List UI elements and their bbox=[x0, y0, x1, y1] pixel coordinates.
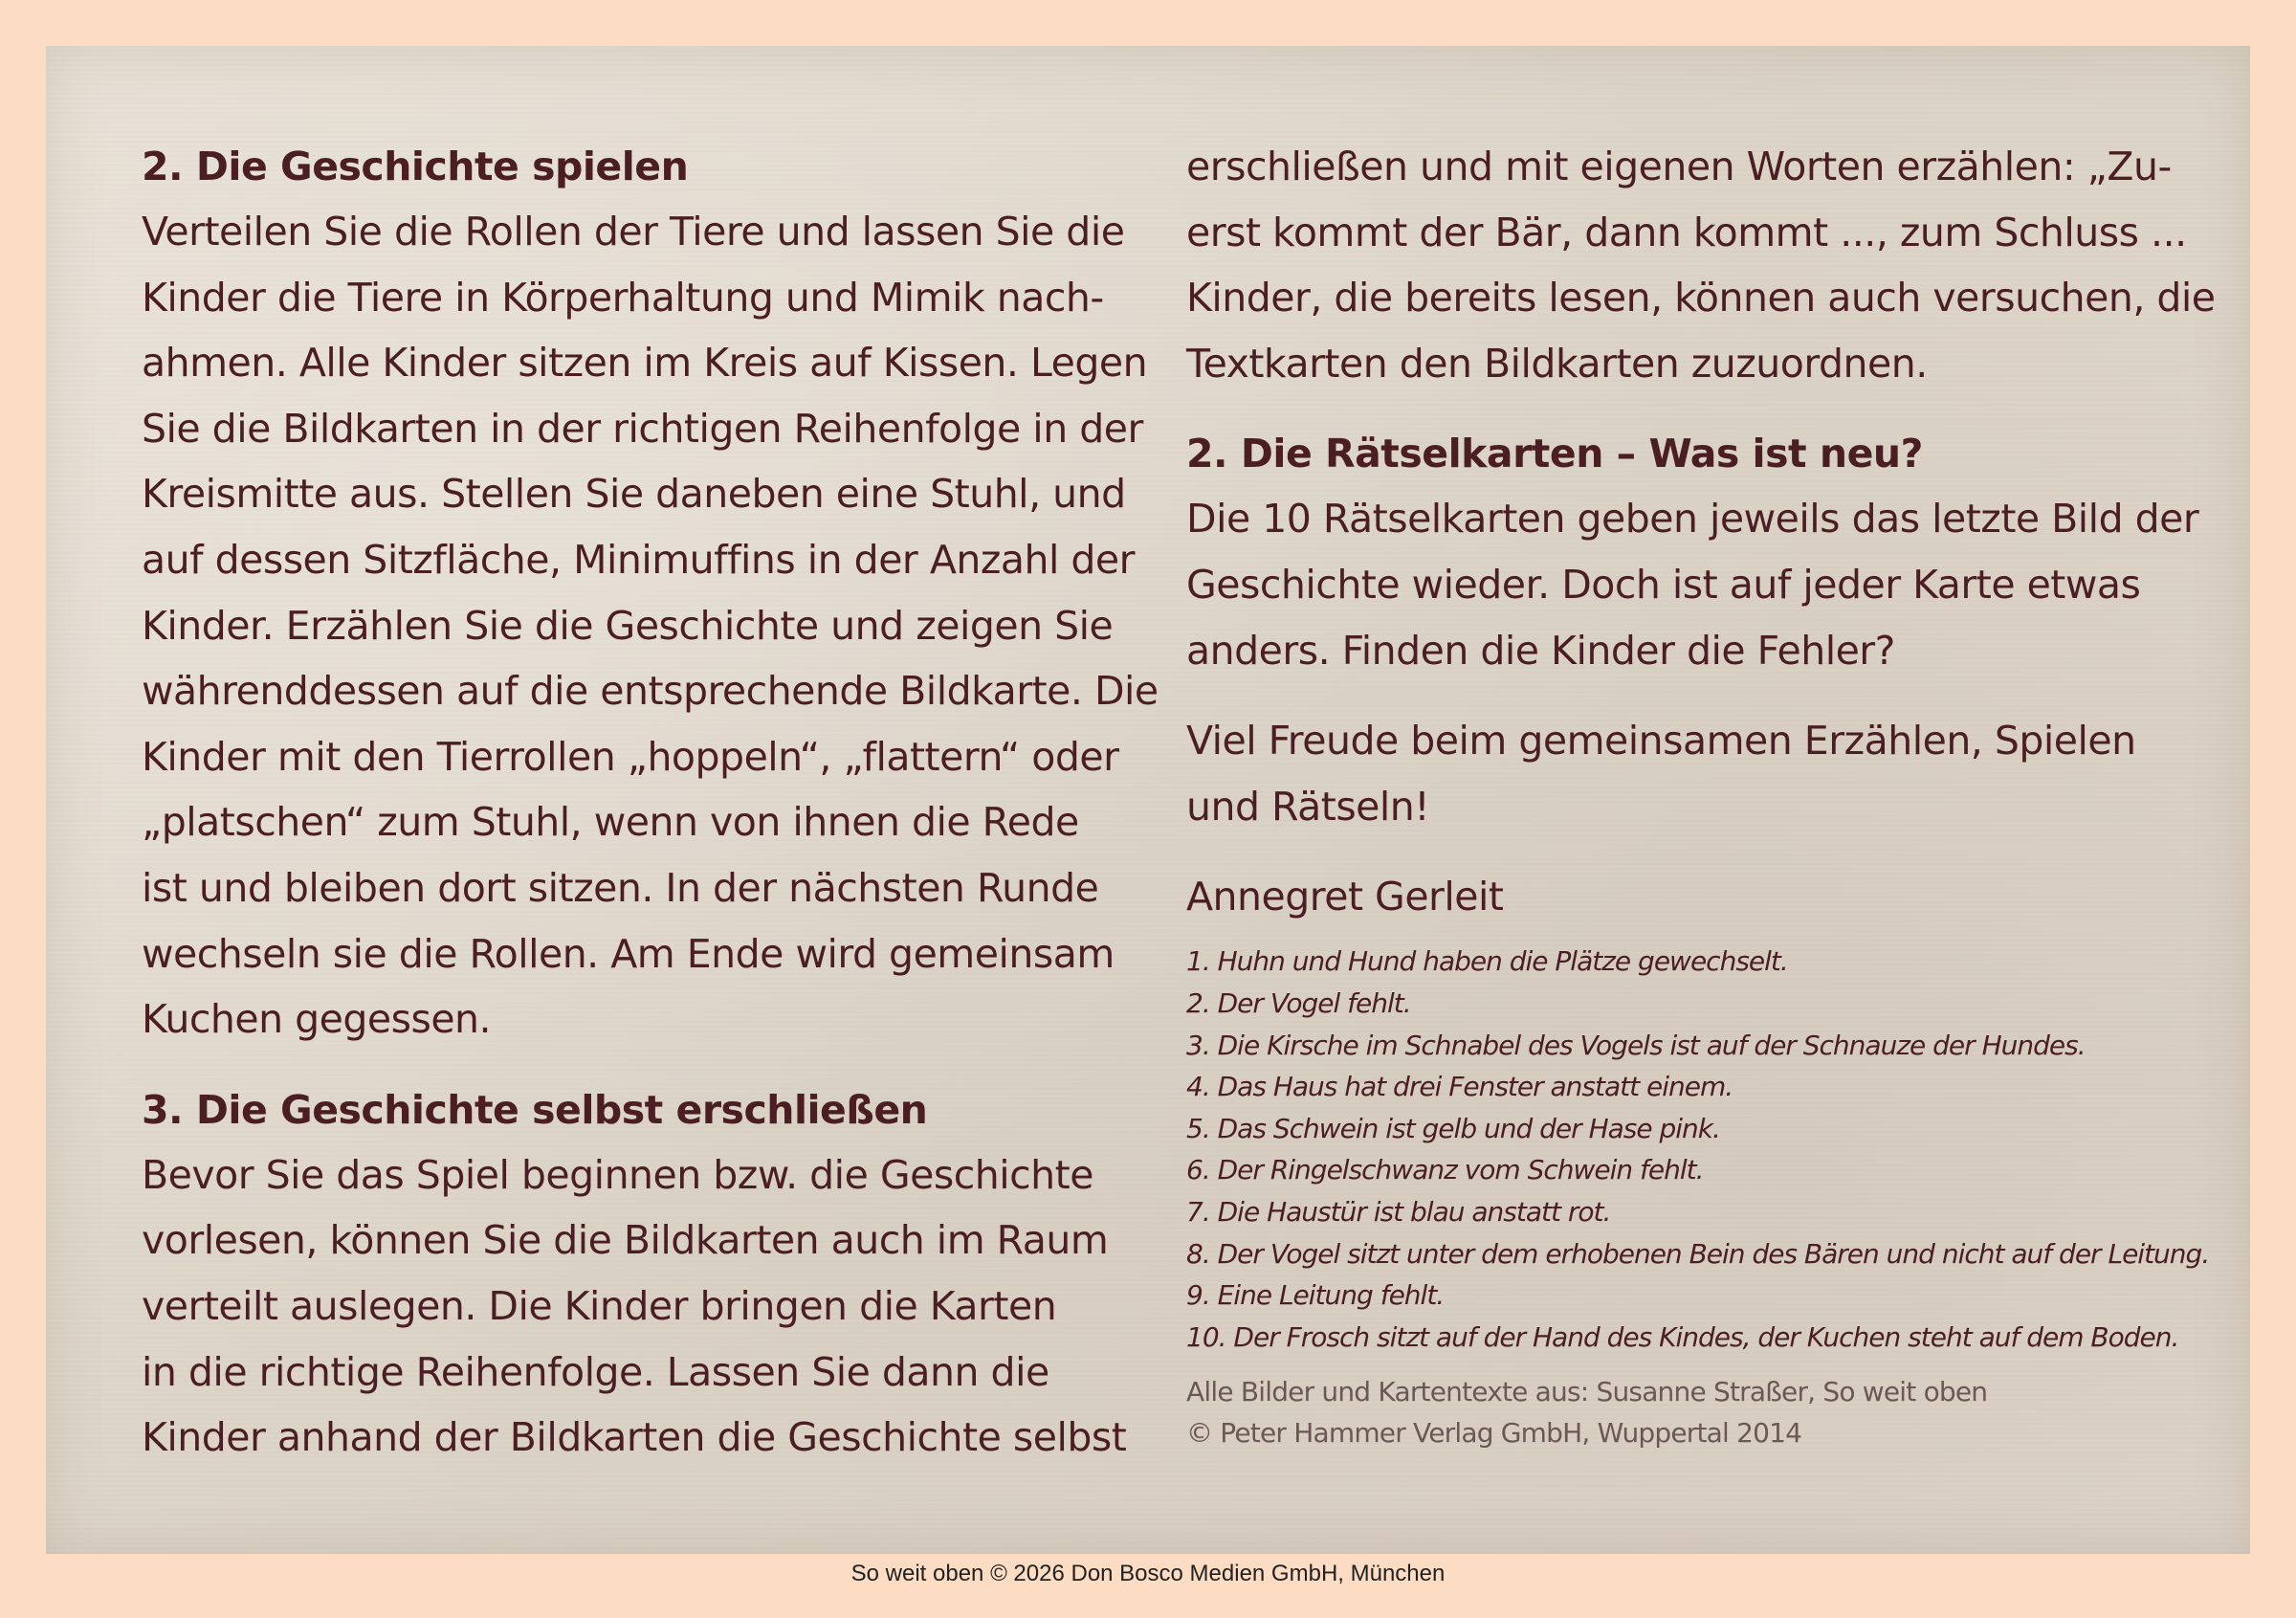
text-line: Kinder, die bereits lesen, können auch versuchen, die bbox=[1186, 275, 2216, 321]
text-line: Kinder mit den Tierrollen „hoppeln“, „flattern“ oder bbox=[142, 733, 1119, 780]
text-line: Textkarten den Bildkarten zuzuordnen. bbox=[1186, 340, 1928, 387]
text-line: Kinder anhand der Bildkarten die Geschichte selbst bbox=[142, 1414, 1127, 1461]
credit-line: © Peter Hammer Verlag GmbH, Wuppertal 2014 bbox=[1186, 1417, 1802, 1450]
text-line: Kinder die Tiere in Körperhaltung und Mimik nach- bbox=[142, 274, 1104, 321]
answer-list bbox=[1186, 941, 2229, 1358]
answer-item: 7. Die Haustür ist blau anstatt rot. bbox=[1186, 1195, 1611, 1228]
text-line: Verteilen Sie die Rollen der Tiere und lassen Sie die bbox=[142, 209, 1125, 255]
text-line: anders. Finden die Kinder die Fehler? bbox=[1186, 627, 1895, 674]
text-line: in die richtige Reihenfolge. Lassen Sie dann die bbox=[142, 1348, 1049, 1395]
left-column bbox=[142, 134, 1175, 1471]
text-line: ist und bleiben dort sitzen. In der nächsten Runde bbox=[142, 864, 1099, 911]
answer-item: 8. Der Vogel sitzt unter dem erhobenen Bein des Bären und nicht auf der Leitung. bbox=[1186, 1237, 2210, 1270]
answer-item: 4. Das Haus hat drei Fenster anstatt einem. bbox=[1186, 1071, 1733, 1103]
text-line: Sie die Bildkarten in der richtigen Reihenfolge in der bbox=[142, 405, 1143, 452]
text-line: Viel Freude beim gemeinsamen Erzählen, Spielen bbox=[1186, 718, 2136, 765]
credit-line: Alle Bilder und Kartentexte aus: Susanne Straßer, So weit oben bbox=[1186, 1376, 1988, 1408]
right-column bbox=[1186, 134, 2229, 1453]
text-line: Die 10 Rätselkarten geben jeweils das letzte Bild der bbox=[1186, 496, 2199, 543]
text-line: ahmen. Alle Kinder sitzen im Kreis auf Kissen. Legen bbox=[142, 340, 1148, 387]
text-line: vorlesen, können Sie die Bildkarten auch im Raum bbox=[142, 1217, 1109, 1264]
copyright-footer: So weit oben © 2026 Don Bosco Medien GmbH, München bbox=[850, 1561, 1446, 1586]
text-line: erschließen und mit eigenen Worten erzählen: „Zu- bbox=[1186, 144, 2172, 189]
heading-discover-story: 3. Die Geschichte selbst erschließen bbox=[142, 1086, 928, 1133]
text-line: und Rätseln! bbox=[1186, 783, 1430, 830]
text-line: auf dessen Sitzfläche, Minimuffins in der Anzahl der bbox=[142, 536, 1136, 583]
text-line: Kuchen gegessen. bbox=[142, 996, 492, 1043]
text-line: verteilt auslegen. Die Kinder bringen die Karten bbox=[142, 1282, 1057, 1329]
answer-item: 10. Der Frosch sitzt auf der Hand des Kindes, der Kuchen steht auf dem Boden. bbox=[1186, 1320, 2179, 1353]
answer-item: 2. Der Vogel fehlt. bbox=[1186, 986, 1411, 1019]
paragraph-discover-story bbox=[142, 1142, 1175, 1471]
paragraph-discover-continued bbox=[1186, 134, 2229, 396]
author-name: Annegret Gerleit bbox=[1186, 874, 1504, 920]
answer-item: 5. Das Schwein ist gelb und der Hase pink. bbox=[1186, 1112, 1720, 1144]
instruction-card bbox=[46, 46, 2250, 1554]
heading-puzzle-cards: 2. Die Rätselkarten – Was ist neu? bbox=[1186, 431, 1923, 477]
paragraph-puzzle-cards bbox=[1186, 486, 2229, 683]
text-line: erst kommt der Bär, dann kommt ..., zum Schluss ... bbox=[1186, 209, 2187, 255]
answer-item: 3. Die Kirsche im Schnabel des Vogels ist auf der Schnauze der Hundes. bbox=[1186, 1029, 2086, 1061]
text-line: „platschen“ zum Stuhl, wenn von ihnen die Rede bbox=[142, 799, 1079, 846]
answer-item: 6. Der Ringelschwanz vom Schwein fehlt. bbox=[1186, 1154, 1704, 1186]
answer-item: 9. Eine Leitung fehlt. bbox=[1186, 1279, 1445, 1312]
answer-item: 1. Huhn und Hund haben die Plätze gewechselt. bbox=[1186, 945, 1788, 978]
text-line: Bevor Sie das Spiel beginnen bzw. die Geschichte bbox=[142, 1151, 1093, 1198]
text-line: Geschichte wieder. Doch ist auf jeder Karte etwas bbox=[1186, 561, 2141, 608]
text-line: währenddessen auf die entsprechende Bildkarte. Die bbox=[142, 668, 1159, 715]
paragraph-play-story bbox=[142, 199, 1175, 1053]
text-line: Kreismitte aus. Stellen Sie daneben eine Stuhl, und bbox=[142, 471, 1126, 518]
text-line: wechseln sie die Rollen. Am Ende wird gemeinsam bbox=[142, 930, 1115, 977]
heading-play-story: 2. Die Geschichte spielen bbox=[142, 144, 689, 189]
text-line: Kinder. Erzählen Sie die Geschichte und zeigen Sie bbox=[142, 602, 1114, 649]
paragraph-closing bbox=[1186, 708, 2229, 839]
image-credits bbox=[1186, 1371, 2229, 1453]
